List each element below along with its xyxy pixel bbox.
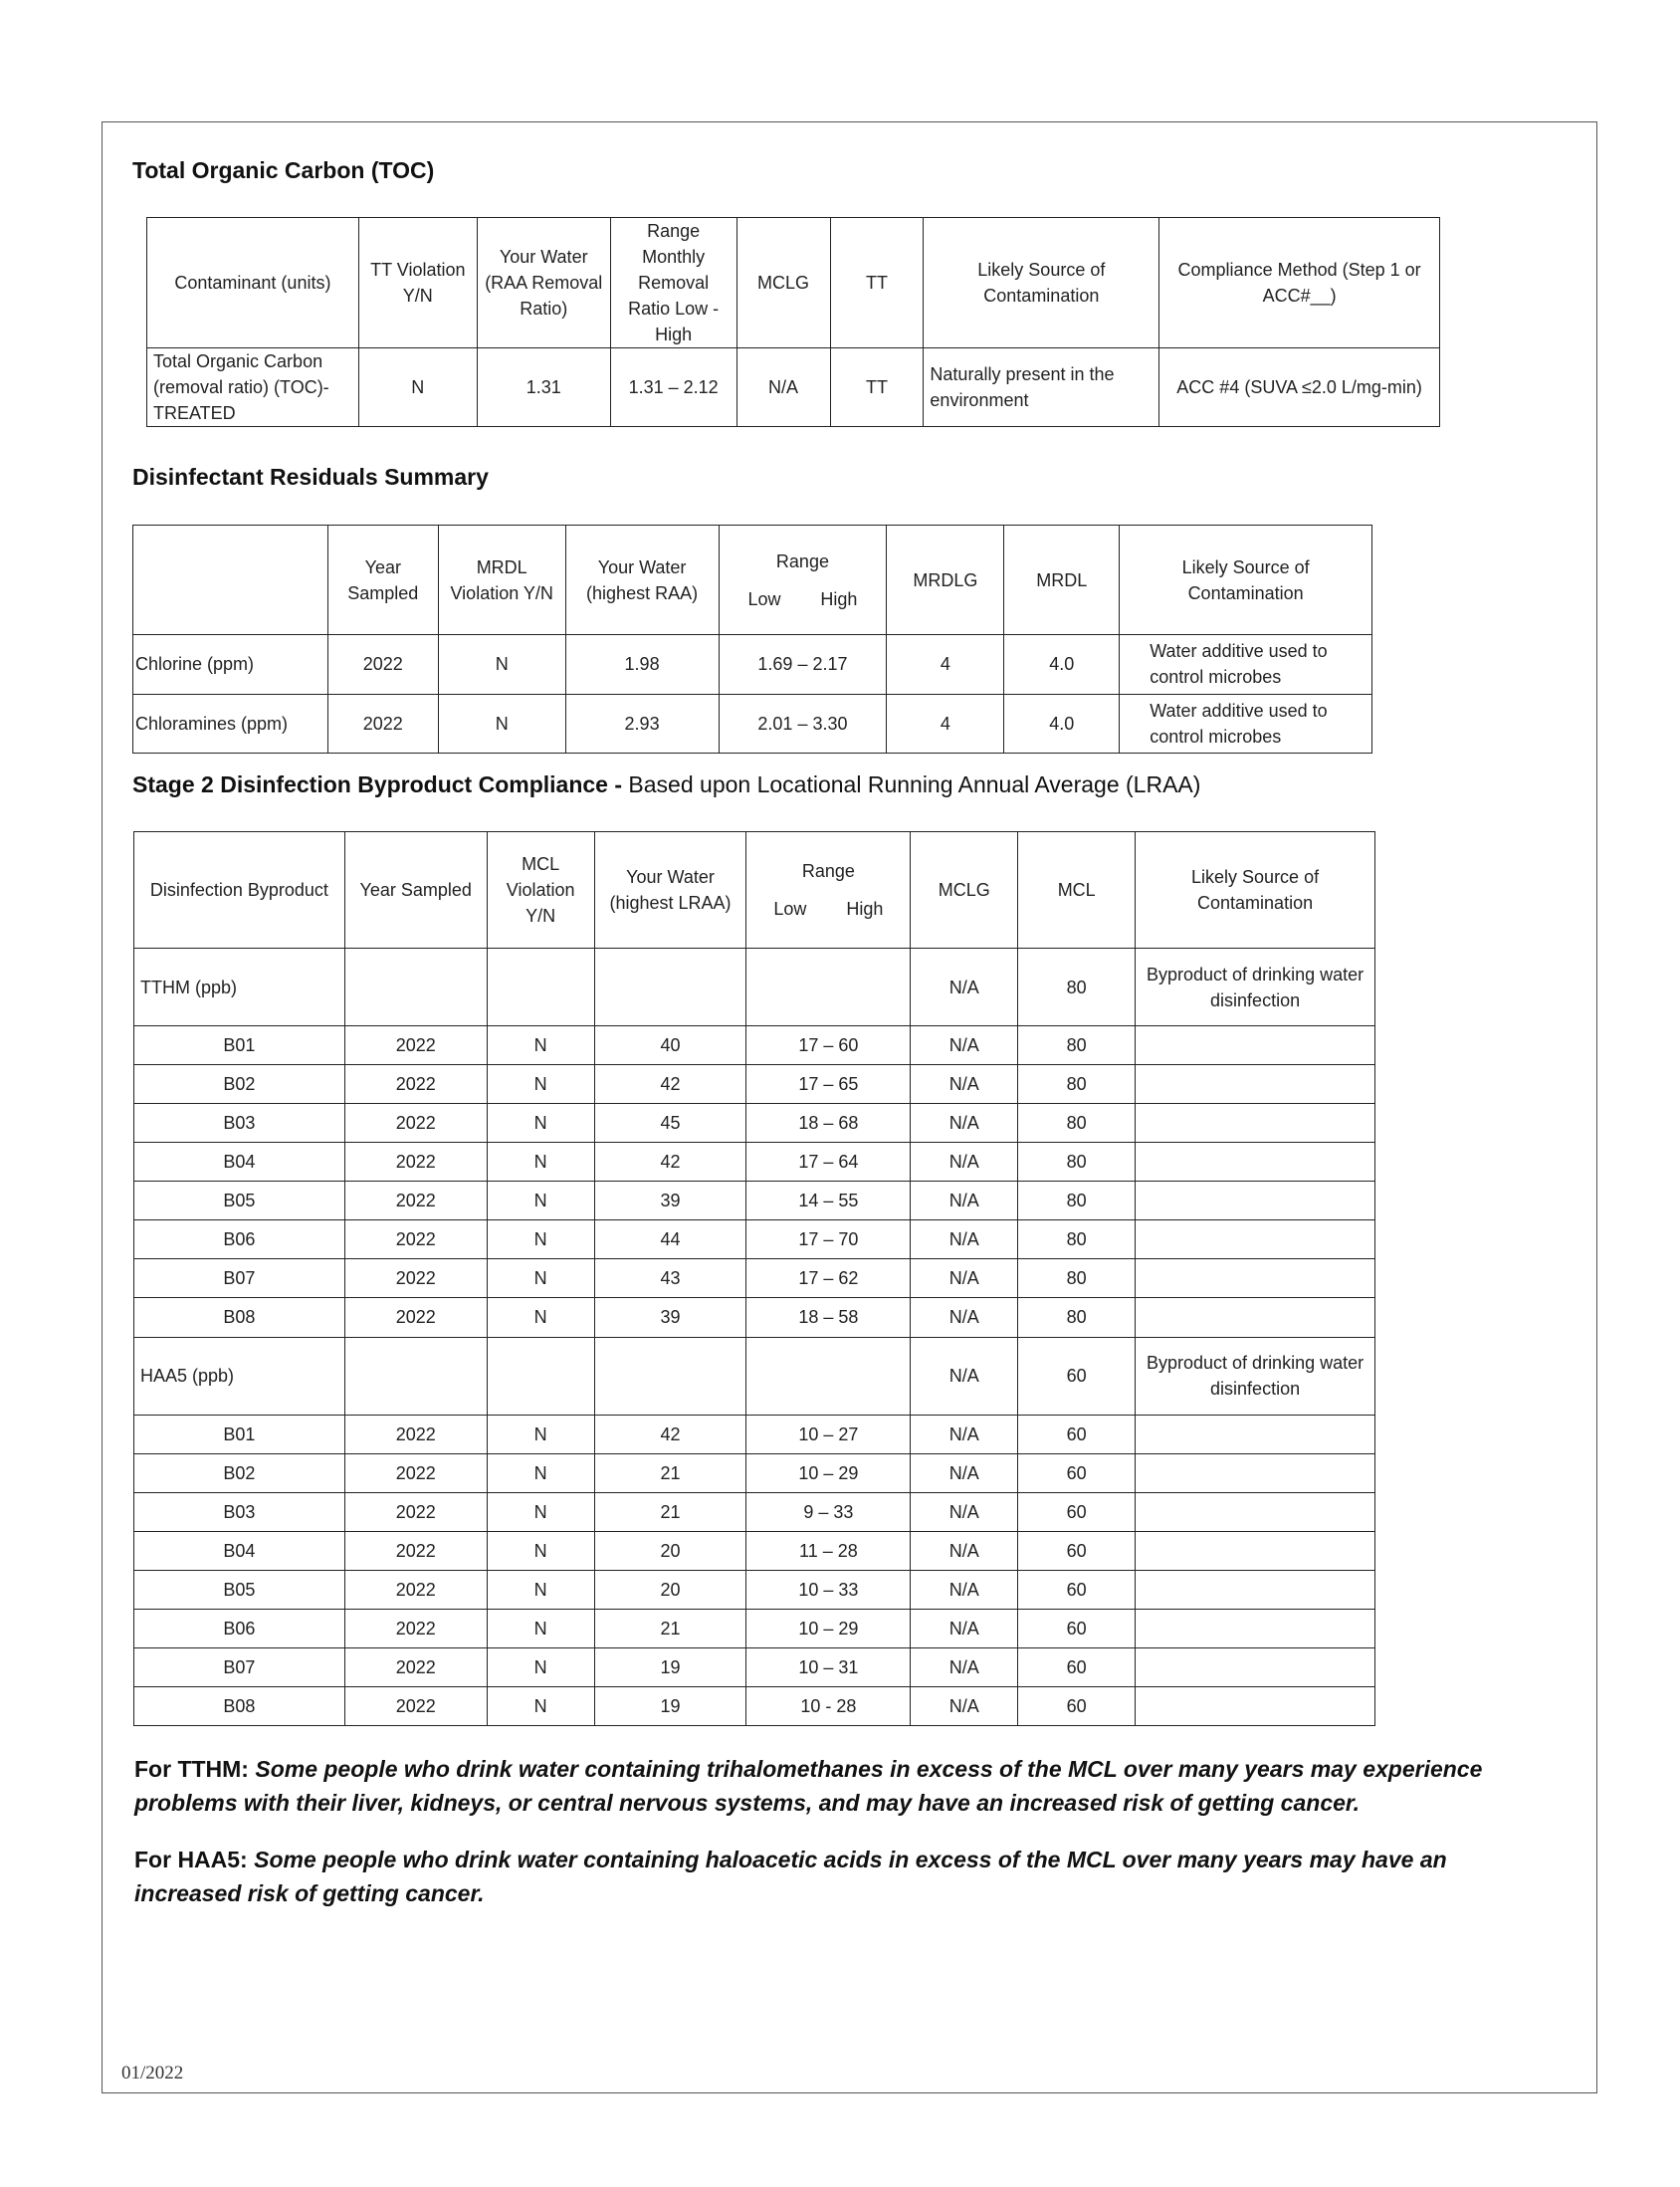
mclg-cell: N/A	[911, 1492, 1018, 1531]
table-row	[134, 1104, 1375, 1143]
your-water-cell: 40	[594, 1026, 746, 1065]
tthm-note-text: Some people who drink water containing trihalomethanes in excess of the MCL over many years may experience problems with their liver, kidneys, or central nervous systems, and may have an increased risk of getting cancer.	[134, 1756, 1483, 1816]
col-header: Your Water (highest LRAA)	[594, 832, 746, 949]
site-cell: B01	[134, 1415, 345, 1453]
mrdlg-cell: 4	[887, 635, 1004, 695]
compliance-cell: ACC #4 (SUVA ≤2.0 L/mg-min)	[1159, 348, 1440, 427]
your-water-cell: 1.31	[477, 348, 610, 427]
residuals-header-row	[133, 526, 1372, 635]
violation-cell: N	[358, 348, 477, 427]
violation-cell: N	[487, 1182, 594, 1220]
your-water-cell: 20	[594, 1570, 746, 1609]
site-cell: B06	[134, 1609, 345, 1647]
mclg-cell: N/A	[911, 1065, 1018, 1104]
mcl-cell: 80	[1018, 1298, 1136, 1337]
residuals-table	[132, 525, 1372, 754]
mclg-cell: N/A	[911, 1531, 1018, 1570]
col-header: Likely Source of Contamination	[1120, 526, 1372, 635]
violation-cell: N	[438, 635, 565, 695]
mcl-cell: 60	[1018, 1647, 1136, 1686]
table-row	[134, 1298, 1375, 1337]
site-cell: B04	[134, 1143, 345, 1182]
col-header: MRDL Violation Y/N	[438, 526, 565, 635]
year-cell: 2022	[344, 1609, 487, 1647]
range-cell: 10 – 27	[746, 1415, 911, 1453]
mcl-cell: 80	[1018, 1143, 1136, 1182]
violation-cell: N	[487, 1492, 594, 1531]
range-label: Range	[775, 550, 829, 571]
violation-cell: N	[487, 1453, 594, 1492]
range-cell: 10 – 29	[746, 1609, 911, 1647]
source-cell: Naturally present in the environment	[924, 348, 1159, 427]
table-row	[134, 1220, 1375, 1259]
range-cell: 17 – 70	[746, 1220, 911, 1259]
table-row	[134, 1609, 1375, 1647]
stage2-section-title	[132, 771, 1200, 798]
col-header: MCL Violation Y/N	[487, 832, 594, 949]
col-header: MCLG	[736, 218, 830, 348]
mcl-cell: 80	[1018, 1026, 1136, 1065]
mclg-cell: N/A	[911, 1104, 1018, 1143]
range-low-label: Low	[773, 899, 807, 919]
mcl-cell: 60	[1018, 1415, 1136, 1453]
violation-cell: N	[487, 1026, 594, 1065]
table-row	[133, 694, 1372, 754]
col-header: MCLG	[911, 832, 1018, 949]
range-cell: 18 – 58	[746, 1298, 911, 1337]
mclg-cell: N/A	[911, 1647, 1018, 1686]
range-label: Range	[801, 861, 855, 881]
mclg-cell: N/A	[911, 1570, 1018, 1609]
table-row	[134, 1570, 1375, 1609]
mcl-cell: 80	[1018, 1220, 1136, 1259]
your-water-cell: 19	[594, 1686, 746, 1725]
range-high-label: High	[820, 588, 858, 609]
range-cell: 17 – 62	[746, 1259, 911, 1298]
violation-cell: N	[487, 1415, 594, 1453]
mclg-cell: N/A	[911, 1415, 1018, 1453]
your-water-cell: 21	[594, 1453, 746, 1492]
year-cell: 2022	[344, 1182, 487, 1220]
violation-cell: N	[487, 1298, 594, 1337]
mcl-cell: 60	[1018, 1492, 1136, 1531]
toc-section-title: Total Organic Carbon (TOC)	[132, 157, 435, 183]
year-cell: 2022	[344, 1026, 487, 1065]
col-header: Year Sampled	[327, 526, 438, 635]
table-row	[134, 1453, 1375, 1492]
site-cell: B05	[134, 1570, 345, 1609]
mclg-cell: N/A	[911, 1686, 1018, 1725]
range-cell: 18 – 68	[746, 1104, 911, 1143]
mcl-cell: 60	[1018, 1453, 1136, 1492]
mclg-cell: N/A	[911, 1298, 1018, 1337]
your-water-cell: 19	[594, 1647, 746, 1686]
your-water-cell: 2.93	[565, 694, 719, 754]
group-row-haa5	[134, 1337, 1375, 1415]
violation-cell: N	[438, 694, 565, 754]
violation-cell: N	[487, 1220, 594, 1259]
year-cell: 2022	[327, 694, 438, 754]
col-header: Year Sampled	[344, 832, 487, 949]
group-row-tthm	[134, 949, 1375, 1026]
violation-cell: N	[487, 1143, 594, 1182]
year-cell: 2022	[344, 1065, 487, 1104]
haa5-note-label: For HAA5:	[134, 1847, 248, 1872]
table-row	[134, 1259, 1375, 1298]
haa5-health-note	[134, 1843, 1548, 1910]
range-low-label: Low	[747, 588, 781, 609]
mclg-cell: N/A	[911, 1182, 1018, 1220]
col-header: TT Violation Y/N	[358, 218, 477, 348]
mclg-cell: N/A	[911, 1143, 1018, 1182]
violation-cell: N	[487, 1609, 594, 1647]
mrdl-cell: 4.0	[1004, 635, 1120, 695]
site-cell: B02	[134, 1453, 345, 1492]
range-cell: 11 – 28	[746, 1531, 911, 1570]
mcl-cell: 60	[1018, 1337, 1136, 1415]
haa5-note-text: Some people who drink water containing haloacetic acids in excess of the MCL over many years may have an increased risk of getting cancer.	[134, 1847, 1447, 1906]
your-water-cell: 42	[594, 1415, 746, 1453]
site-cell: B01	[134, 1026, 345, 1065]
site-cell: B07	[134, 1647, 345, 1686]
mclg-cell: N/A	[911, 1337, 1018, 1415]
stage2-header-row	[134, 832, 1375, 949]
group-name: HAA5 (ppb)	[134, 1337, 345, 1415]
source-cell: Water additive used to control microbes	[1120, 635, 1372, 695]
mcl-cell: 60	[1018, 1531, 1136, 1570]
year-cell: 2022	[344, 1531, 487, 1570]
source-cell: Water additive used to control microbes	[1120, 694, 1372, 754]
col-header: Your Water (RAA Removal Ratio)	[477, 218, 610, 348]
year-cell: 2022	[344, 1415, 487, 1453]
mclg-cell: N/A	[911, 1026, 1018, 1065]
contaminant-cell: Total Organic Carbon (removal ratio) (TOC)-TREATED	[147, 348, 359, 427]
your-water-cell: 39	[594, 1182, 746, 1220]
year-cell: 2022	[344, 1143, 487, 1182]
footer-date: 01/2022	[121, 2063, 184, 2083]
violation-cell: N	[487, 1104, 594, 1143]
year-cell: 2022	[344, 1570, 487, 1609]
range-cell: 10 – 31	[746, 1647, 911, 1686]
table-row	[147, 348, 1440, 427]
range-cell: 17 – 60	[746, 1026, 911, 1065]
mcl-cell: 80	[1018, 1104, 1136, 1143]
mcl-cell: 80	[1018, 1259, 1136, 1298]
mcl-cell: 80	[1018, 949, 1136, 1026]
table-row	[134, 1492, 1375, 1531]
site-cell: B07	[134, 1259, 345, 1298]
site-cell: B03	[134, 1104, 345, 1143]
col-header-range	[746, 832, 911, 949]
year-cell: 2022	[344, 1647, 487, 1686]
site-cell: B06	[134, 1220, 345, 1259]
year-cell: 2022	[327, 635, 438, 695]
table-row	[134, 1026, 1375, 1065]
mclg-cell: N/A	[911, 949, 1018, 1026]
year-cell: 2022	[344, 1492, 487, 1531]
range-cell: 14 – 55	[746, 1182, 911, 1220]
range-cell: 10 – 33	[746, 1570, 911, 1609]
mclg-cell: N/A	[911, 1220, 1018, 1259]
mclg-cell: N/A	[911, 1259, 1018, 1298]
col-header: Compliance Method (Step 1 or ACC#__)	[1159, 218, 1440, 348]
stage2-table	[133, 831, 1375, 1726]
your-water-cell: 45	[594, 1104, 746, 1143]
table-row	[133, 635, 1372, 695]
your-water-cell: 21	[594, 1609, 746, 1647]
mrdl-cell: 4.0	[1004, 694, 1120, 754]
site-cell: B08	[134, 1686, 345, 1725]
range-cell: 10 – 29	[746, 1453, 911, 1492]
tthm-health-note	[134, 1752, 1548, 1820]
source-cell: Byproduct of drinking water disinfection	[1136, 1337, 1375, 1415]
tt-cell: TT	[830, 348, 924, 427]
range-cell: 17 – 65	[746, 1065, 911, 1104]
range-high-label: High	[846, 899, 884, 919]
year-cell: 2022	[344, 1453, 487, 1492]
table-row	[134, 1647, 1375, 1686]
col-header: TT	[830, 218, 924, 348]
range-cell: 1.31 – 2.12	[610, 348, 736, 427]
disinfectant-name: Chlorine (ppm)	[133, 635, 328, 695]
range-cell: 17 – 64	[746, 1143, 911, 1182]
mcl-cell: 60	[1018, 1570, 1136, 1609]
mcl-cell: 60	[1018, 1609, 1136, 1647]
col-header: MCL	[1018, 832, 1136, 949]
violation-cell: N	[487, 1647, 594, 1686]
col-header-range	[719, 526, 887, 635]
stage2-title: Stage 2 Disinfection Byproduct Compliance -	[132, 771, 623, 797]
violation-cell: N	[487, 1065, 594, 1104]
stage2-subtitle: Based upon Locational Running Annual Average (LRAA)	[628, 771, 1201, 797]
year-cell: 2022	[344, 1220, 487, 1259]
mcl-cell: 80	[1018, 1065, 1136, 1104]
table-row	[134, 1415, 1375, 1453]
year-cell: 2022	[344, 1104, 487, 1143]
table-row	[134, 1686, 1375, 1725]
site-cell: B05	[134, 1182, 345, 1220]
violation-cell: N	[487, 1531, 594, 1570]
site-cell: B04	[134, 1531, 345, 1570]
mcl-cell: 80	[1018, 1182, 1136, 1220]
col-header: Contaminant (units)	[147, 218, 359, 348]
disinfectant-name: Chloramines (ppm)	[133, 694, 328, 754]
your-water-cell: 1.98	[565, 635, 719, 695]
year-cell: 2022	[344, 1298, 487, 1337]
range-cell: 10 - 28	[746, 1686, 911, 1725]
col-header: Likely Source of Contamination	[924, 218, 1159, 348]
col-header: Likely Source of Contamination	[1136, 832, 1375, 949]
range-cell: 1.69 – 2.17	[719, 635, 887, 695]
tthm-note-label: For TTHM:	[134, 1756, 249, 1782]
violation-cell: N	[487, 1686, 594, 1725]
table-row	[134, 1531, 1375, 1570]
year-cell: 2022	[344, 1686, 487, 1725]
col-header-blank	[133, 526, 328, 635]
site-cell: B03	[134, 1492, 345, 1531]
your-water-cell: 42	[594, 1143, 746, 1182]
site-cell: B08	[134, 1298, 345, 1337]
col-header: Range Monthly Removal Ratio Low - High	[610, 218, 736, 348]
your-water-cell: 43	[594, 1259, 746, 1298]
year-cell: 2022	[344, 1259, 487, 1298]
mrdlg-cell: 4	[887, 694, 1004, 754]
col-header: Your Water (highest RAA)	[565, 526, 719, 635]
col-header: MRDLG	[887, 526, 1004, 635]
your-water-cell: 39	[594, 1298, 746, 1337]
source-cell: Byproduct of drinking water disinfection	[1136, 949, 1375, 1026]
mclg-cell: N/A	[911, 1453, 1018, 1492]
your-water-cell: 21	[594, 1492, 746, 1531]
group-name: TTHM (ppb)	[134, 949, 345, 1026]
range-cell: 9 – 33	[746, 1492, 911, 1531]
toc-table	[146, 217, 1440, 427]
your-water-cell: 42	[594, 1065, 746, 1104]
residuals-section-title: Disinfectant Residuals Summary	[132, 464, 489, 490]
col-header: Disinfection Byproduct	[134, 832, 345, 949]
mcl-cell: 60	[1018, 1686, 1136, 1725]
violation-cell: N	[487, 1570, 594, 1609]
col-header: MRDL	[1004, 526, 1120, 635]
range-cell: 2.01 – 3.30	[719, 694, 887, 754]
your-water-cell: 20	[594, 1531, 746, 1570]
table-row	[134, 1182, 1375, 1220]
table-row	[134, 1143, 1375, 1182]
mclg-cell: N/A	[736, 348, 830, 427]
your-water-cell: 44	[594, 1220, 746, 1259]
mclg-cell: N/A	[911, 1609, 1018, 1647]
site-cell: B02	[134, 1065, 345, 1104]
toc-header-row	[147, 218, 1440, 348]
table-row	[134, 1065, 1375, 1104]
violation-cell: N	[487, 1259, 594, 1298]
